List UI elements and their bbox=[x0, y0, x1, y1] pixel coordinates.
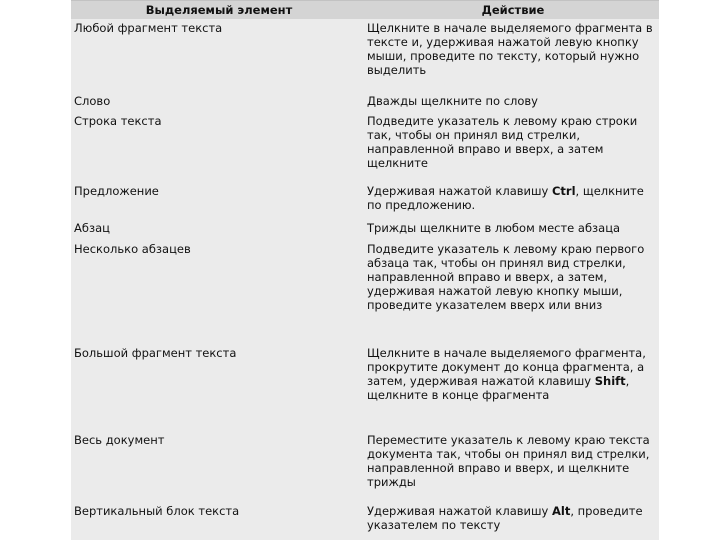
header-element-column: Выделяемый элемент bbox=[145, 3, 293, 17]
action-line bbox=[367, 374, 659, 388]
action-line: трижды bbox=[367, 475, 416, 489]
action-line: удерживая нажатой левую кнопку мыши, bbox=[367, 284, 623, 298]
row-action bbox=[367, 242, 659, 312]
action-line: указателем по тексту bbox=[367, 518, 501, 532]
action-line: щелкните bbox=[367, 156, 428, 170]
action-line: прокрутите документ до конца фрагмента, а bbox=[367, 360, 645, 374]
row-action bbox=[367, 346, 659, 402]
action-text: , bbox=[625, 374, 630, 388]
action-line: документа так, чтобы он принял вид стрелки, bbox=[367, 447, 650, 461]
header-action-column: Действие bbox=[481, 3, 545, 17]
row-action bbox=[367, 504, 659, 532]
row-action bbox=[367, 114, 659, 170]
action-line: абзаца так, чтобы он принял вид стрелки, bbox=[367, 256, 626, 270]
action-line: направленной вправо и вверх, а затем, bbox=[367, 270, 608, 284]
action-line: мыши, проведите по тексту, который нужно bbox=[367, 49, 640, 63]
action-line: щелкните в конце фрагмента bbox=[367, 388, 550, 402]
row-element: Строка текста bbox=[74, 114, 162, 128]
action-line: Подведите указатель к левому краю первого bbox=[367, 242, 645, 256]
row-element: Слово bbox=[74, 94, 111, 108]
row-element: Большой фрагмент текста bbox=[74, 346, 237, 360]
action-text: затем, удерживая нажатой клавишу bbox=[367, 374, 595, 388]
action-line: направленной вправо и вверх, и щелкните bbox=[367, 461, 630, 475]
action-line: так, чтобы он принял вид стрелки, bbox=[367, 128, 580, 142]
key-shift: Shift bbox=[594, 374, 626, 388]
row-element: Предложение bbox=[74, 184, 159, 198]
row-action bbox=[367, 433, 659, 489]
action-line: Переместите указатель к левому краю текста bbox=[367, 433, 650, 447]
action-line: Подведите указатель к левому краю строки bbox=[367, 114, 638, 128]
action-text: Удерживая нажатой клавишу bbox=[367, 184, 552, 198]
action-text: , проведите bbox=[570, 504, 643, 518]
action-line: по предложению. bbox=[367, 198, 476, 212]
row-element: Вертикальный блок текста bbox=[74, 504, 240, 518]
action-line bbox=[367, 184, 659, 198]
action-line: проведите указателем вверх или вниз bbox=[367, 298, 603, 312]
row-action bbox=[367, 221, 659, 235]
action-text: Удерживая нажатой клавишу bbox=[367, 504, 552, 518]
row-element: Любой фрагмент текста bbox=[74, 21, 223, 35]
action-line bbox=[367, 504, 659, 518]
row-action bbox=[367, 21, 659, 77]
action-text: , щелкните bbox=[575, 184, 644, 198]
action-line: тексте и, удерживая нажатой левую кнопку bbox=[367, 35, 639, 49]
action-line: Дважды щелкните по слову bbox=[367, 94, 538, 108]
action-line: направленной вправо и вверх, а затем bbox=[367, 142, 604, 156]
row-action bbox=[367, 184, 659, 212]
table-header bbox=[71, 0, 659, 19]
key-ctrl: Ctrl bbox=[551, 184, 576, 198]
action-line: выделить bbox=[367, 63, 427, 77]
action-line: Щелкните в начале выделяемого фрагмента в bbox=[367, 21, 653, 35]
row-element: Весь документ bbox=[74, 433, 165, 447]
row-action bbox=[367, 94, 659, 108]
key-alt: Alt bbox=[551, 504, 571, 518]
action-line: Трижды щелкните в любом месте абзаца bbox=[367, 221, 621, 235]
action-line: Щелкните в начале выделяемого фрагмента, bbox=[367, 346, 646, 360]
row-element: Абзац bbox=[74, 221, 110, 235]
selection-methods-table bbox=[71, 0, 659, 540]
row-element: Несколько абзацев bbox=[74, 242, 191, 256]
